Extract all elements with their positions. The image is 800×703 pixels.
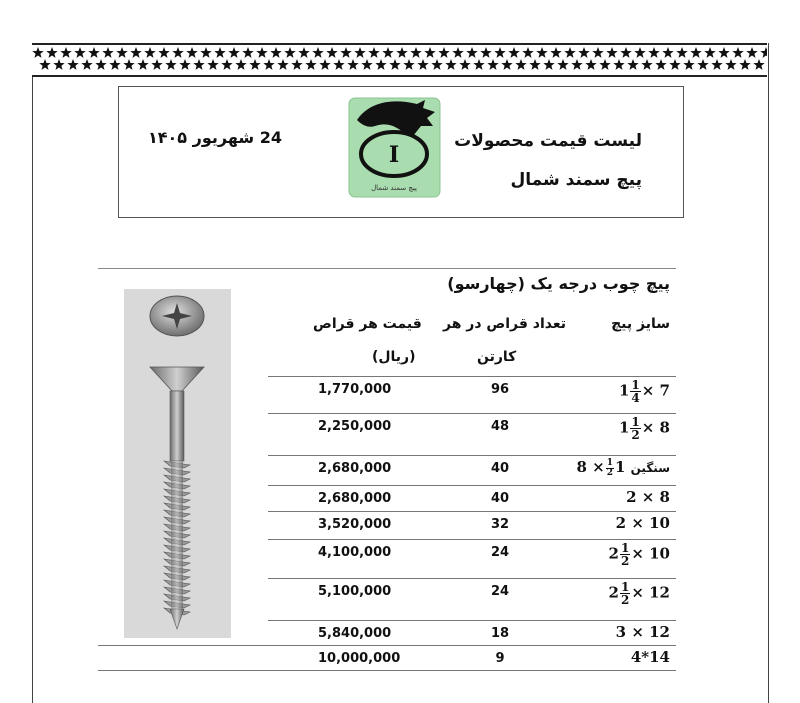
price-cell: 2,250,000 bbox=[318, 419, 392, 434]
table-row-divider bbox=[268, 539, 676, 540]
fraction-denominator: 2 bbox=[620, 554, 630, 568]
fraction-numerator: 1 bbox=[620, 541, 630, 555]
company-logo bbox=[347, 96, 442, 199]
table-row-divider bbox=[268, 376, 676, 377]
logo-letter: I bbox=[388, 142, 400, 168]
size-cell bbox=[609, 581, 670, 606]
table-top-rule bbox=[98, 268, 676, 269]
size-cell bbox=[626, 488, 670, 506]
count-cell: 24 bbox=[490, 584, 510, 599]
price-cell: 5,840,000 bbox=[318, 626, 392, 641]
size-text: 2 × 8 bbox=[626, 488, 670, 506]
price-list-date: 24 شهریور ۱۴۰۵ bbox=[148, 128, 282, 147]
size-fraction bbox=[630, 416, 640, 441]
price-cell: 4,100,000 bbox=[318, 545, 392, 560]
size-cell bbox=[609, 542, 670, 567]
fraction-numerator: 1 bbox=[631, 415, 640, 429]
price-cell: 10,000,000 bbox=[318, 651, 401, 666]
size-cell bbox=[619, 416, 670, 441]
header-count-line2: کارتن bbox=[477, 349, 517, 365]
size-weight-label: سنگین bbox=[630, 461, 670, 475]
size-text: 2 × 10 bbox=[615, 514, 670, 532]
company-name: پیچ سمند شمال bbox=[510, 170, 642, 190]
table-row-divider bbox=[98, 670, 676, 671]
fraction-denominator: 4 bbox=[631, 391, 640, 405]
price-list-title: لیست قیمت محصولات bbox=[454, 131, 642, 151]
table-row-divider bbox=[98, 645, 676, 646]
count-cell: 18 bbox=[490, 626, 510, 641]
table-title: پیچ چوب درجه یک (چهارسو) bbox=[447, 274, 670, 293]
size-rest: × 8 bbox=[576, 458, 605, 476]
size-text: 4*14 bbox=[630, 648, 670, 666]
size-whole: 1 bbox=[614, 458, 626, 476]
count-cell: 32 bbox=[490, 517, 510, 532]
table-row-divider bbox=[268, 511, 676, 512]
price-cell: 2,680,000 bbox=[318, 461, 392, 476]
price-cell: 2,680,000 bbox=[318, 491, 392, 506]
table-row-divider bbox=[268, 485, 676, 486]
fraction-numerator: 1 bbox=[606, 457, 613, 468]
star-border-band bbox=[32, 43, 767, 77]
fraction-denominator: 2 bbox=[606, 467, 613, 478]
logo-caption: پیچ سمند شمال bbox=[371, 184, 417, 192]
table-row-divider bbox=[268, 620, 676, 621]
size-fraction bbox=[620, 542, 630, 567]
size-cell bbox=[631, 648, 670, 666]
count-cell: 24 bbox=[490, 545, 510, 560]
size-cell bbox=[616, 514, 670, 532]
price-cell: 1,770,000 bbox=[318, 382, 392, 397]
size-text: 3 × 12 bbox=[615, 623, 670, 641]
size-rest: × 10 bbox=[631, 544, 670, 563]
count-cell: 96 bbox=[490, 382, 510, 397]
fraction-numerator: 1 bbox=[620, 580, 630, 594]
price-cell: 5,100,000 bbox=[318, 584, 392, 599]
size-fraction bbox=[630, 379, 640, 404]
header-price-line2: (ریال) bbox=[372, 349, 416, 365]
count-cell: 40 bbox=[490, 461, 510, 476]
header-count-line1: تعداد قراص در هر bbox=[443, 316, 567, 332]
size-whole: 2 bbox=[608, 583, 619, 602]
fraction-numerator: 1 bbox=[631, 378, 640, 392]
size-cell bbox=[616, 623, 670, 641]
size-whole: 1 bbox=[618, 381, 630, 400]
table-row-divider bbox=[268, 578, 676, 579]
fraction-denominator: 2 bbox=[620, 593, 630, 607]
header-size: سایز پیچ bbox=[611, 316, 670, 332]
count-cell: 9 bbox=[495, 651, 505, 666]
fraction-denominator: 2 bbox=[631, 428, 640, 442]
size-whole: 1 bbox=[618, 418, 630, 437]
size-fraction bbox=[606, 459, 614, 478]
size-rest: × 7 bbox=[641, 381, 670, 400]
header-price-line1: قیمت هر قراص bbox=[313, 316, 422, 332]
table-row-divider bbox=[268, 455, 676, 456]
size-fraction bbox=[620, 581, 630, 606]
table-row-divider bbox=[268, 413, 676, 414]
count-cell: 48 bbox=[490, 419, 510, 434]
count-cell: 40 bbox=[490, 491, 510, 506]
size-whole: 2 bbox=[608, 544, 619, 563]
screw-image bbox=[124, 289, 231, 638]
size-rest: × 8 bbox=[641, 418, 670, 437]
size-cell bbox=[576, 458, 670, 478]
price-cell: 3,520,000 bbox=[318, 517, 392, 532]
size-rest: × 12 bbox=[631, 583, 670, 602]
size-cell bbox=[619, 379, 670, 404]
